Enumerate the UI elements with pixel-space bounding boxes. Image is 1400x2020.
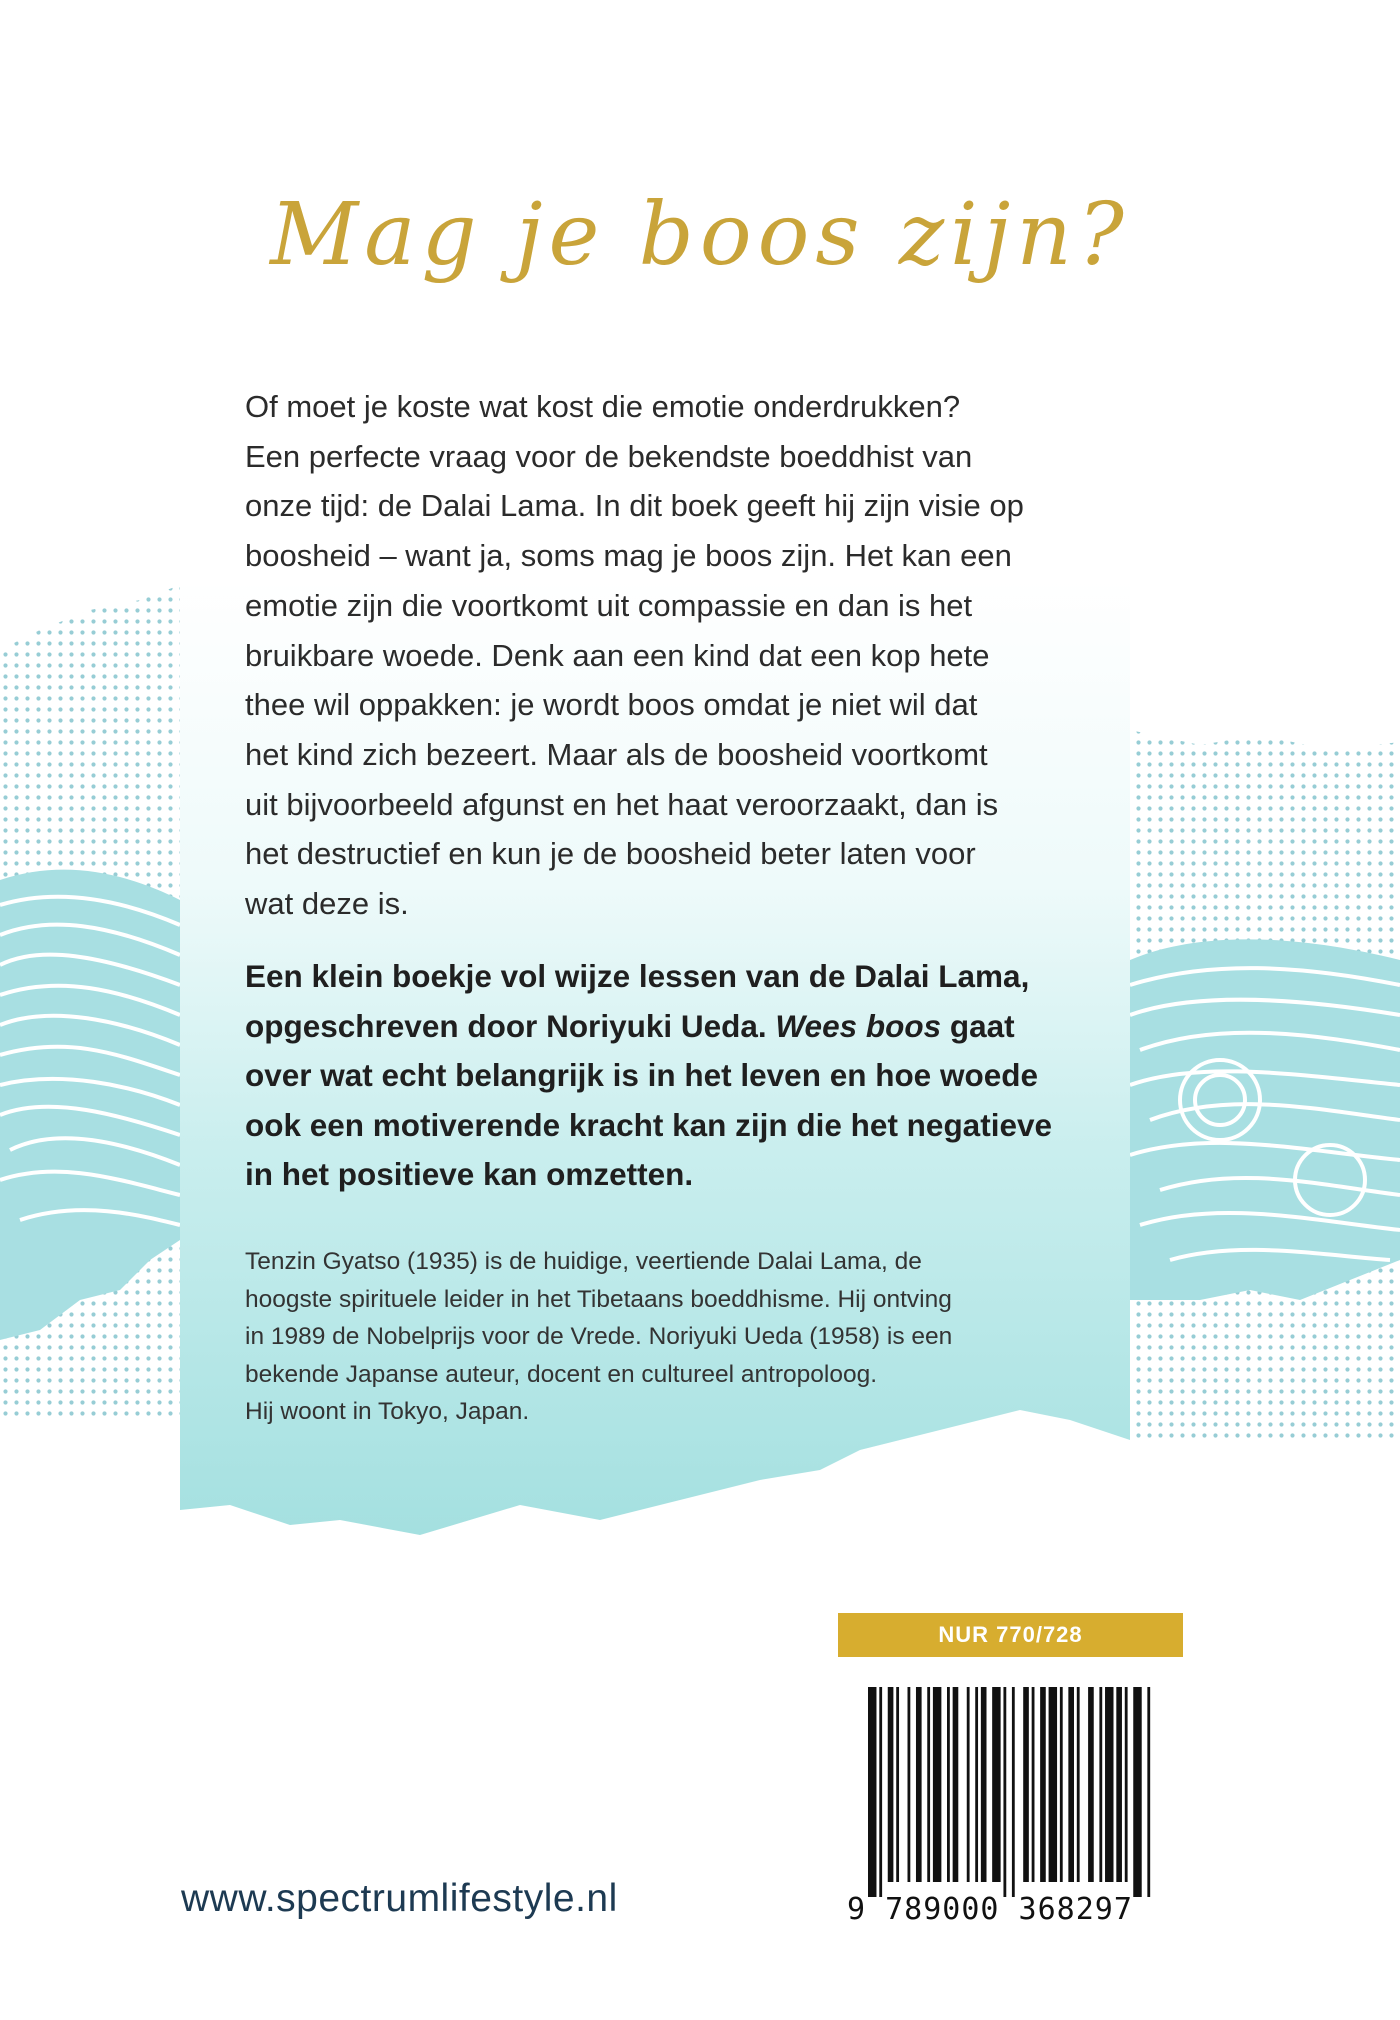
lead-line: over wat echt belangrijk is in het leven en hoe woede xyxy=(245,1057,1038,1093)
barcode-bar xyxy=(1147,1687,1150,1897)
intro-line: bruikbare woede. Denk aan een kind dat een kop hete xyxy=(245,637,990,673)
bio-line: Hij woont in Tokyo, Japan. xyxy=(245,1398,530,1425)
barcode-bar xyxy=(1032,1687,1035,1882)
handwritten-headline: Mag je boos zijn? xyxy=(270,185,1130,285)
barcode-bar xyxy=(953,1687,959,1882)
barcode-bar xyxy=(1077,1687,1080,1882)
lead-line: ook een motiverende kracht kan zijn die het negatieve xyxy=(245,1106,1053,1143)
intro-line: uit bijvoorbeeld afgunst en het haat veroorzaakt, dan is xyxy=(245,786,999,822)
intro-line: thee wil oppakken: je wordt boos omdat je niet wil dat xyxy=(245,687,978,723)
intro-paragraph xyxy=(245,382,1075,929)
intro-line: emotie zijn die voortkomt uit compassie en dan is het xyxy=(245,587,973,623)
barcode-bar xyxy=(1116,1687,1122,1882)
barcode-bar xyxy=(879,1687,882,1897)
barcode-bar xyxy=(1133,1687,1141,1897)
barcode-bar xyxy=(1105,1687,1113,1882)
barcode xyxy=(868,1687,1153,1897)
intro-line: het kind zich bezeert. Maar als de boosheid voortkomt xyxy=(245,736,988,772)
barcode-bar xyxy=(1060,1687,1063,1882)
lead-paragraph xyxy=(245,952,1075,1200)
barcode-bar xyxy=(1088,1687,1094,1882)
lead-text: gaat xyxy=(941,1007,1015,1044)
barcode-bar xyxy=(868,1687,876,1897)
barcode-bar xyxy=(947,1687,950,1882)
isbn-digits: 9 789000 368297 xyxy=(847,1892,1133,1927)
lead-line: in het positieve kan omzetten. xyxy=(245,1156,694,1192)
barcode-bar xyxy=(1068,1687,1074,1882)
barcode-bar xyxy=(916,1687,922,1882)
intro-line: het destructief en kun je de boosheid beter laten voor xyxy=(245,836,976,872)
barcode-bar xyxy=(908,1687,911,1882)
barcode-bar xyxy=(1023,1687,1029,1882)
intro-line: Een perfecte vraag voor de bekendste boeddhist van xyxy=(245,438,973,474)
barcode-bar xyxy=(933,1687,941,1882)
book-title: Wees boos xyxy=(775,1007,942,1044)
barcode-bar xyxy=(1040,1687,1046,1882)
barcode-bar xyxy=(927,1687,930,1882)
barcode-bar xyxy=(1003,1687,1006,1897)
nur-badge: NUR 770/728 xyxy=(838,1613,1183,1657)
bio-line: hoogste spirituele leider in het Tibetaans boeddhisme. Hij ontving xyxy=(245,1285,952,1313)
lead-text: opgeschreven door Noriyuki Ueda. xyxy=(245,1007,776,1044)
bio-line: bekende Japanse auteur, docent en cultureel antropoloog. xyxy=(245,1360,878,1388)
barcode-bar xyxy=(896,1687,899,1882)
barcode-bar xyxy=(992,1687,1000,1882)
intro-line: boosheid – want ja, soms mag je boos zijn. Het kan een xyxy=(245,538,1012,574)
website-url: www.spectrumlifestyle.nl xyxy=(181,1877,618,1920)
barcode-bar xyxy=(1012,1687,1015,1897)
right-wave-mound xyxy=(1130,939,1400,1300)
barcode-bar xyxy=(888,1687,894,1882)
barcode-bar xyxy=(981,1687,987,1882)
barcode-bar xyxy=(1125,1687,1128,1882)
barcode-bar xyxy=(975,1687,978,1882)
intro-line: onze tijd: de Dalai Lama. In dit boek geeft hij zijn visie op xyxy=(245,488,1024,524)
lead-line: Een klein boekje vol wijze lessen van de Dalai Lama, xyxy=(245,958,1030,994)
lead-line xyxy=(245,1002,1075,1052)
barcode-bar xyxy=(967,1687,970,1882)
author-bio xyxy=(245,1243,1045,1431)
bio-line: in 1989 de Nobelprijs voor de Vrede. Noriyuki Ueda (1958) is een xyxy=(245,1323,953,1350)
intro-line: wat deze is. xyxy=(245,886,409,922)
bio-line: Tenzin Gyatso (1935) is de huidige, veertiende Dalai Lama, de xyxy=(245,1248,922,1275)
barcode-bar xyxy=(1099,1687,1102,1882)
intro-line: Of moet je koste wat kost die emotie onderdrukken? xyxy=(245,389,961,424)
barcode-bar xyxy=(1049,1687,1057,1882)
